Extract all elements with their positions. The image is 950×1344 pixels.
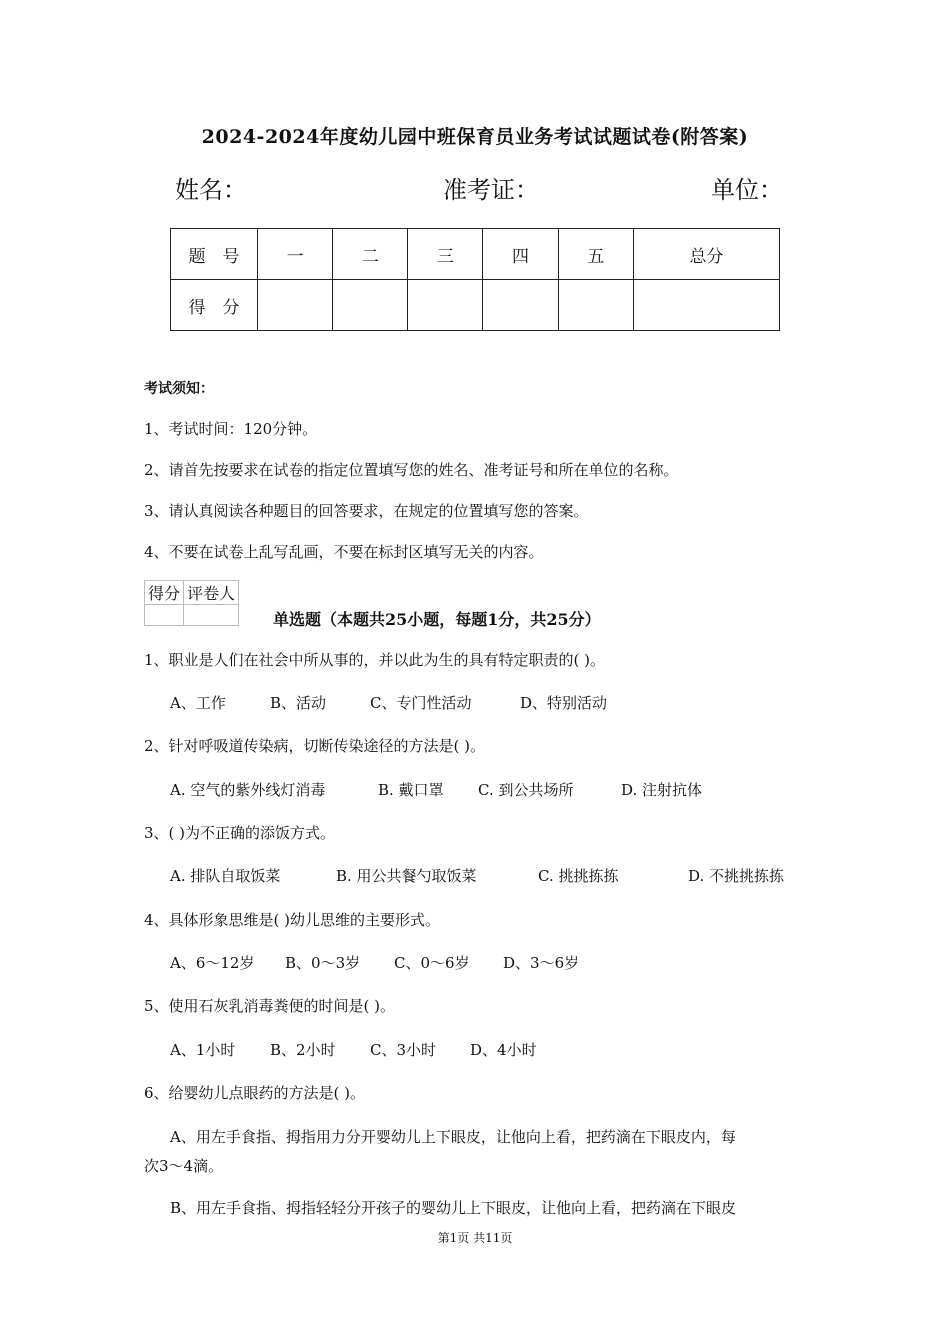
question-5-options (170, 1039, 537, 1060)
option: D. 注射抗体 (621, 781, 703, 799)
score-input-1 (258, 280, 333, 331)
option: A. 排队自取饭菜 (170, 867, 281, 885)
grader-score-cell (145, 605, 184, 626)
option: C. 挑挑拣拣 (538, 867, 619, 885)
score-cell-label: 题 号 (171, 229, 258, 280)
option: D、4小时 (470, 1041, 537, 1059)
score-table-score-row (171, 280, 780, 331)
question-6: 6、给婴幼儿点眼药的方法是( )。 (144, 1084, 366, 1102)
score-cell-2: 二 (333, 229, 408, 280)
option: D、特别活动 (520, 694, 608, 712)
option: A. 空气的紫外线灯消毒 (170, 781, 326, 799)
notice-item-2: 2、请首先按要求在试卷的指定位置填写您的姓名、准考证号和所在单位的名称。 (144, 461, 679, 479)
question-4-options (170, 952, 579, 973)
option: D、3～6岁 (503, 954, 580, 972)
score-input-2 (333, 280, 408, 331)
question-3: 3、( )为不正确的添饭方式。 (144, 824, 336, 842)
option: D. 不挑挑拣拣 (688, 867, 785, 885)
notice-item-4: 4、不要在试卷上乱写乱画，不要在标封区填写无关的内容。 (144, 543, 544, 561)
notice-item-3: 3、请认真阅读各种题目的回答要求，在规定的位置填写您的答案。 (144, 502, 589, 520)
score-cell-4: 四 (483, 229, 558, 280)
question-3-options (170, 865, 784, 886)
score-input-5 (558, 280, 633, 331)
question-1: 1、职业是人们在社会中所从事的，并以此为生的具有特定职责的( )。 (144, 651, 606, 669)
question-6-option-a-line1: A、用左手食指、拇指用力分开婴幼儿上下眼皮，让他向上看，把药滴在下眼皮内，每 (170, 1128, 736, 1146)
option: B. 用公共餐勺取饭菜 (336, 867, 477, 885)
section-title: 单选题（本题共25小题，每题1分，共25分） (273, 610, 601, 629)
option: B. 戴口罩 (378, 781, 444, 799)
unit-field-label: 单位： (711, 176, 783, 204)
option: C、0～6岁 (394, 954, 470, 972)
option: C、3小时 (370, 1041, 437, 1059)
grader-score-label: 得分 (145, 581, 184, 605)
name-field-label: 姓名： (175, 176, 247, 204)
question-1-options (170, 692, 607, 713)
score-input-total (633, 280, 779, 331)
grader-reviewer-cell (184, 605, 239, 626)
option: A、工作 (170, 694, 226, 712)
notice-item-1: 1、考试时间：120分钟。 (144, 420, 318, 438)
question-6-option-a-line2: 次3～4滴。 (144, 1157, 224, 1175)
page-footer: 第1页 共11页 (437, 1231, 513, 1245)
score-cell-1: 一 (258, 229, 333, 280)
exam-title: 2024-2024年度幼儿园中班保育员业务考试试题试卷(附答案) (201, 126, 749, 148)
notice-heading: 考试须知： (144, 381, 214, 397)
score-input-3 (408, 280, 483, 331)
option: A、6～12岁 (170, 954, 255, 972)
option: B、2小时 (270, 1041, 336, 1059)
score-cell-3: 三 (408, 229, 483, 280)
score-cell-total: 总分 (633, 229, 779, 280)
question-2-options (170, 779, 702, 800)
option: B、0～3岁 (285, 954, 361, 972)
exam-id-field-label: 准考证： (443, 176, 539, 204)
score-table-header-row (171, 229, 780, 280)
option: C. 到公共场所 (478, 781, 574, 799)
question-4: 4、具体形象思维是( )幼儿思维的主要形式。 (144, 911, 441, 929)
option: B、活动 (270, 694, 327, 712)
score-table (170, 228, 780, 331)
option: C、专门性活动 (370, 694, 472, 712)
question-6-option-b-line1: B、用左手食指、拇指轻轻分开孩子的婴幼儿上下眼皮，让他向上看，把药滴在下眼皮 (170, 1199, 737, 1217)
question-5: 5、使用石灰乳消毒粪便的时间是( )。 (144, 997, 396, 1015)
score-input-4 (483, 280, 558, 331)
score-row-label: 得 分 (171, 280, 258, 331)
option: A、1小时 (170, 1041, 236, 1059)
question-2: 2、针对呼吸道传染病，切断传染途径的方法是( )。 (144, 737, 486, 755)
grader-box (144, 580, 239, 626)
score-cell-5: 五 (558, 229, 633, 280)
grader-reviewer-label: 评卷人 (184, 581, 239, 605)
